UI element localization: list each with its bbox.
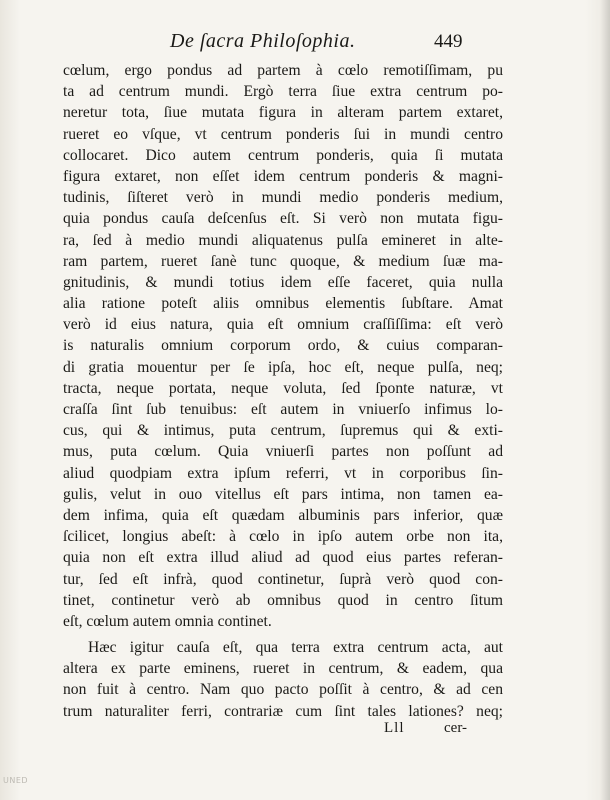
library-watermark: UNED (3, 776, 29, 785)
text-line: tur, ſed eſt infrà, quod continetur, ſuprà verò quod con- (63, 570, 503, 588)
text-line: is naturalis omnium corporum ordo, & cuius comparan- (63, 337, 503, 355)
text-line: non fuit à centro. Nam quo pacto poſſit à centro, & ad cen (63, 681, 503, 699)
text-line: mus, puta cœlum. Quia vniuerſi partes non poſſunt ad (63, 443, 503, 461)
catchword: cer- (444, 720, 468, 736)
text-line: quia pondus cauſa deſcenſus eſt. Si verò non mutata figu- (63, 210, 503, 228)
text-line: alia ratione poteſt aliis omnibus elementis ſubſtare. Amat (63, 295, 503, 313)
text-line: verò id eius natura, quia eſt omnium craſſiſſima: eſt verò (63, 316, 503, 334)
text-line: altera ex parte eminens, rueret in centrum, & eadem, qua (63, 660, 503, 678)
text-line: tinet, continetur verò ab omnibus quod in centro ſitum (63, 591, 503, 609)
paragraph (63, 637, 503, 722)
text-line: aliud quodpiam extra ipſum referri, vt in corporibus ſin- (63, 464, 503, 482)
text-line: eſt, cœlum autem omnia continet. (63, 612, 272, 630)
text-line: ra, ſed à medio mundi aliquatenus pulſa emineret in alte- (63, 231, 503, 249)
text-line: collocaret. Dico autem centrum ponderis, quia ſi mutata (63, 146, 503, 164)
text-line: tudinis, ſiſteret verò in mundi medio ponderis medium, (63, 189, 503, 207)
paragraph (63, 60, 503, 632)
text-line: quia non eſt extra illud aliud ad quod eius partes referan- (63, 549, 503, 567)
body-text (63, 60, 503, 722)
text-line: neretur tota, ſiue mutata figura in alteram partem extaret, (63, 104, 503, 122)
text-line: trum naturaliter ferri, contrariæ cum ſint tales lationes? neq; (63, 702, 503, 720)
signature-mark: Lll (384, 720, 405, 736)
text-line: figura extaret, non eſſet idem centrum ponderis & magni- (63, 167, 503, 185)
text-line: di gratia mouentur per ſe ipſa, hoc eſt, neque pulſa, neq; (63, 358, 503, 376)
text-line: gulis, velut in ouo vitellus eſt pars intima, non tamen ea- (63, 485, 503, 503)
text-line: rueret eo vſque, vt centrum ponderis ſui in mundi centro (63, 125, 503, 143)
page-number: 449 (434, 31, 463, 52)
text-line: ram partem, rueret ſanè tunc quoque, & medium ſuæ ma- (63, 252, 503, 270)
page-edge-shadow (600, 0, 610, 800)
running-title: De ſacra Philoſophia. (170, 30, 356, 52)
text-line: cus, qui & intimus, puta centrum, ſupremus qui & exti- (63, 422, 503, 440)
text-line: Hæc igitur cauſa eſt, qua terra extra centrum acta, aut (88, 639, 503, 657)
text-line: ta ad centrum mundi. Ergò terra ſiue extra centrum po- (63, 83, 503, 101)
text-line: ſcilicet, longius abeſt: à cœlo in ipſo autem orbe non ita, (63, 528, 503, 546)
text-line: cœlum, ergo pondus ad partem à cœlo remotiſſimam, pu (63, 62, 503, 79)
text-line: craſſa ſint ſub tenuibus: eſt autem in vniuerſo infimus lo- (63, 401, 503, 418)
text-line: dem infima, quia eſt quædam albuminis pars inferior, quæ (63, 506, 503, 524)
text-line: gnitudinis, & mundi totius idem eſſe faceret, quia nulla (63, 273, 503, 291)
page-header (0, 30, 610, 54)
text-line: tracta, neque portata, neque voluta, ſed ſponte naturæ, vt (63, 379, 503, 397)
